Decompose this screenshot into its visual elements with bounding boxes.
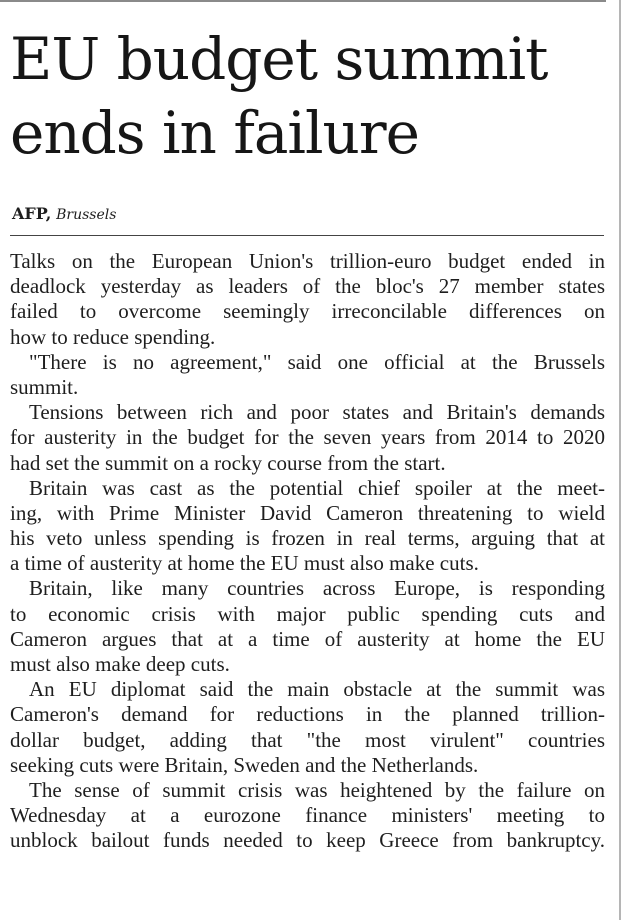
body-line: how to reduce spending. — [10, 324, 216, 349]
body-line: An EU diplomat said the main obstacle at the summit was — [29, 677, 605, 702]
body-line: a time of austerity at home the EU must also make cuts. — [10, 551, 479, 576]
body-line: failed to overcome seemingly irreconcilable differences on — [10, 299, 605, 324]
body-line: his veto unless spending is frozen in real terms, arguing that at — [10, 526, 605, 551]
body-line: Talks on the European Union's trillion-euro budget ended in — [10, 249, 605, 273]
body-line: unblock bailout funds needed to keep Greece from bankruptcy. — [10, 828, 605, 853]
headline-line: EU budget summit — [10, 25, 548, 93]
column-rule — [619, 0, 621, 920]
headline-line: ends in failure — [10, 99, 419, 167]
byline — [12, 204, 116, 225]
article-body — [10, 249, 605, 854]
headline — [10, 22, 610, 170]
body-line: "There is no agreement," said one official at the Brussels — [29, 349, 605, 374]
body-line: to economic crisis with major public spending cuts and — [10, 601, 605, 626]
body-line: for austerity in the budget for the seven years from 2014 to 2020 — [10, 425, 605, 450]
body-line: dollar budget, adding that "the most virulent" countries — [10, 727, 605, 752]
body-line: Cameron argues that at a time of austerity at home the EU — [10, 626, 605, 651]
byline-location: Brussels — [56, 207, 117, 223]
byline-divider — [10, 235, 604, 236]
body-line: must also make deep cuts. — [10, 652, 230, 676]
body-line: Cameron's demand for reductions in the planned trillion- — [10, 702, 605, 727]
body-line: Britain, like many countries across Europe, is responding — [29, 576, 605, 601]
top-rule — [0, 0, 606, 2]
body-line: Britain was cast as the potential chief spoiler at the meet- — [29, 475, 605, 500]
body-line: The sense of summit crisis was heightened by the failure on — [29, 777, 605, 802]
body-line: had set the summit on a rocky course from the start. — [10, 450, 446, 475]
body-line: seeking cuts were Britain, Sweden and the Netherlands. — [10, 752, 479, 777]
body-line: deadlock yesterday as leaders of the bloc's 27 member states — [10, 274, 605, 299]
body-line: Wednesday at a eurozone finance ministers' meeting to — [10, 803, 605, 828]
body-line: summit. — [10, 374, 79, 399]
body-line: Tensions between rich and poor states and Britain's demands — [29, 400, 605, 425]
byline-agency: AFP, — [12, 204, 52, 223]
body-line: ing, with Prime Minister David Cameron threatening to wield — [10, 500, 605, 525]
